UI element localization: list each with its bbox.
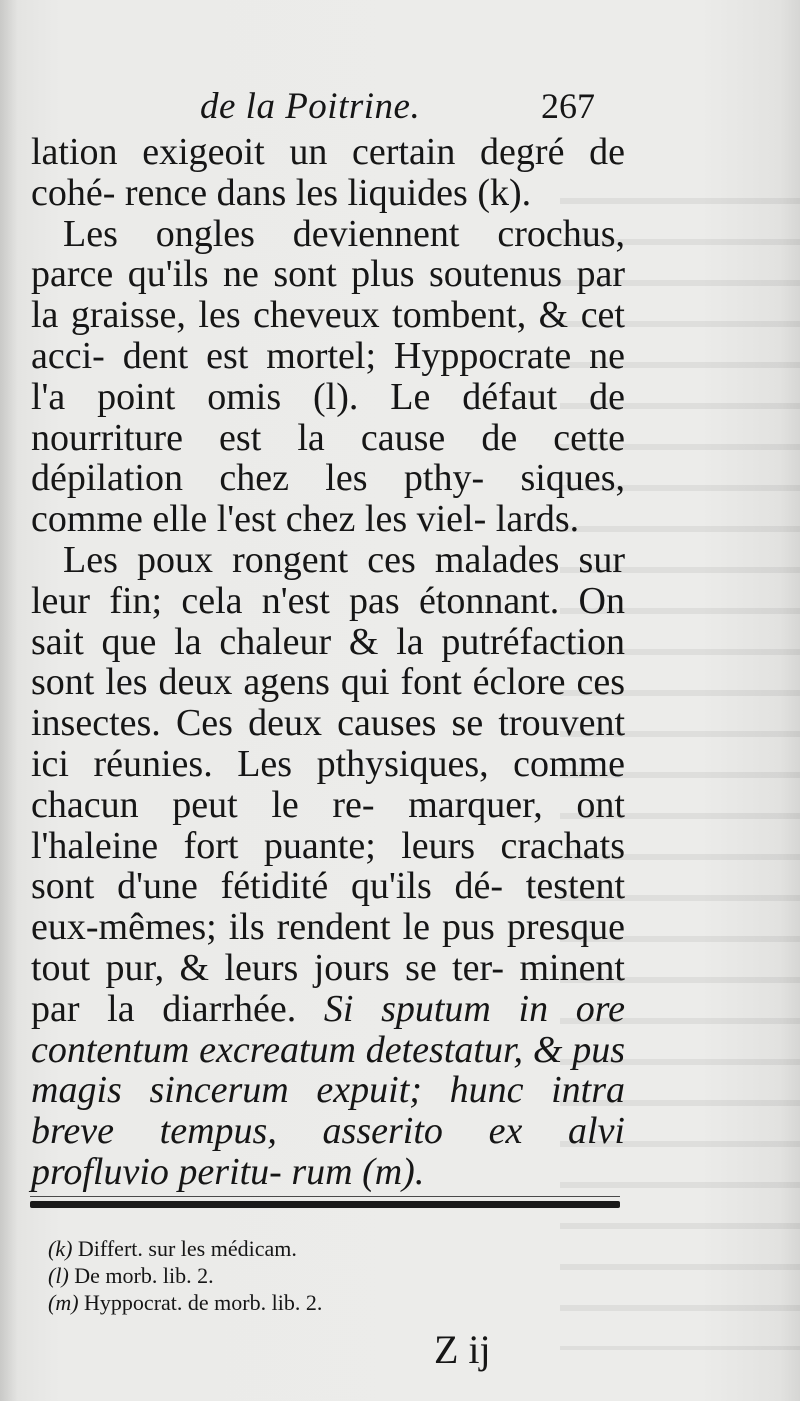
signature-mark: Z ij bbox=[434, 1327, 491, 1372]
paragraph bbox=[31, 540, 625, 1193]
footnote-rule bbox=[30, 1201, 620, 1208]
body-text bbox=[31, 132, 625, 1193]
paragraph-text: lation exigeoit un certain degré de cohé- rence dans les liquides (k). bbox=[31, 131, 625, 214]
paragraph-text: Les ongles deviennent crochus, parce qu'ils ne sont plus soutenus par la graisse, les cheveux tombent, & cet acci- dent est mortel; Hyppocrate ne l'a point omis (l). Le défaut de nourriture est la cause de cette dépilation chez les pthy- siques, comme elle l'est chez les viel- lards. bbox=[31, 212, 625, 541]
footnotes bbox=[48, 1235, 608, 1316]
paragraph bbox=[31, 214, 625, 540]
running-head: de la Poitrine. bbox=[200, 86, 421, 127]
paragraph bbox=[31, 132, 625, 214]
latin-quotation: Si sputum in ore contentum excreatum detestatur, & pus magis sincerum expuit; hunc intra breve tempus, asserito ex alvi profluvio peritu- rum (m). bbox=[31, 987, 625, 1193]
footnote bbox=[48, 1262, 608, 1289]
footnote bbox=[48, 1235, 608, 1262]
footnote-rule-thin bbox=[30, 1196, 620, 1197]
footnote-mark: (k) bbox=[48, 1236, 73, 1261]
footnote-text: Differt. sur les médicam. bbox=[77, 1236, 297, 1261]
page-number: 267 bbox=[541, 86, 595, 126]
footnote bbox=[48, 1289, 608, 1316]
footnote-mark: (m) bbox=[48, 1290, 79, 1315]
footnote-text: Hyppocrat. de morb. lib. 2. bbox=[84, 1290, 323, 1315]
footnote-text: De morb. lib. 2. bbox=[74, 1263, 214, 1288]
footnote-mark: (l) bbox=[48, 1263, 69, 1288]
paragraph-text: Les poux rongent ces malades sur leur fin; cela n'est pas étonnant. On sait que la chaleur & la putréfaction sont les deux agens qui font éclore ces insectes. Ces deux causes se trouvent ici réunies. Les pthysiques, comme chacun peut le re- marquer, ont l'haleine fort puante; leurs crachats sont d'une fétidité qu'ils dé- testent eux-mêmes; ils rendent le pus presque tout pur, & leurs jours se ter- minent par la diarrhée. bbox=[31, 538, 625, 1030]
